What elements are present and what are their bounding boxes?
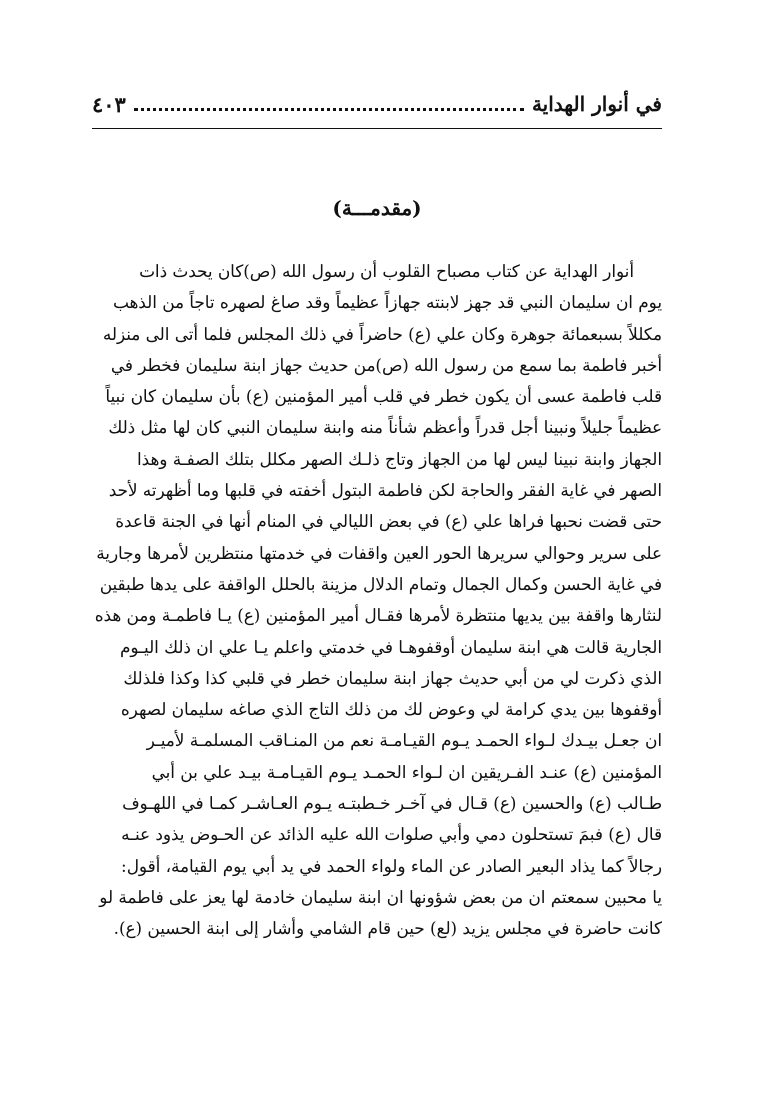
text-line: لنثارها واقفة بين يديها منتظرة لأمرها فقـال أمير المؤمنين (ع) يـا فاطمـة ومن هذه: [94, 605, 662, 626]
text-line: حتى قضت نحبها فراها علي (ع) في بعض الليالي في المنام أنها في الجنة قاعدة: [115, 511, 662, 532]
running-header: [92, 86, 662, 122]
text-line: أنوار الهداية عن كتاب مصباح القلوب أن رسول الله (ص)كان يحدث ذات: [139, 261, 634, 281]
text-line: الجهاز وابنة نبينا ليس لها من الجهاز وتاج ذلـك الصهر مكلل بتلك الصفـة وهذا: [136, 448, 662, 469]
text-line: يوم ان سليمان النبي قد جهز لابنته جهازاً عظيماً وقد صاغ لصهره تاجاً من الذهب: [112, 292, 662, 313]
text-line: رجالاً كما يذاد البعير الصادر عن الماء ولواء الحمد في يد أبي يوم القيامة، أقول:: [121, 855, 662, 876]
dot-leader: [134, 108, 524, 111]
header-rule: [92, 128, 662, 129]
text-line: أخبر فاطمة بما سمع من رسول الله (ص)من حديث جهاز ابنة سليمان فخطر في: [110, 354, 662, 375]
text-line: ان جعـل بيـدك لـواء الحمـد يـوم القيـامـة نعم من المنـاقب المسلمـة لأميـر: [146, 730, 662, 751]
text-line: طـالب (ع) والحسين (ع) قـال في آخـر خـطبتـه يـوم العـاشـر كمـا في اللهـوف: [122, 793, 662, 814]
text-line: على سرير وحوالي سريرها الحور العين واقفات في خدمتها منتظرين لأمرها وجارية: [96, 542, 662, 563]
text-line: قال (ع) فبمَ تستحلون دمي وأبي صلوات الله عليه الذائد عن الحـوض يذود عنـه: [121, 824, 662, 845]
body-text: [92, 256, 662, 945]
text-line: الجارية قالت هي ابنة سليمان أوقفوهـا في خدمتي واعلم يـا علي ان ذلك اليـوم: [120, 636, 662, 657]
page-number: ٤٠٣: [92, 91, 126, 117]
text-line: المؤمنين (ع) عنـد الفـريقين ان لـواء الحمـد يـوم القيـامـة بيـد علي بن أبي: [151, 761, 662, 782]
text-line: في غاية الحسن وكمال الجمال وتمام الدلال مزينة بالحلل الواقفة على يدها طبقين: [99, 573, 662, 594]
text-line: الصهر في غاية الفقر والحاجة لكن فاطمة البتول أخفته في قلبها وما أظهرته لأحد: [108, 480, 662, 501]
text-line: أوقفوها بين يدي كرامة لي وعوض لك من ذلك التاج الذي صاغه سليمان لصهره: [120, 699, 662, 720]
text-line: عظيماً جليلاً ونبينا أجل قدراً وأعظم شأناً منه وابنة سليمان النبي كان لها مثل ذلك: [108, 417, 662, 438]
book-title: في أنوار الهداية: [531, 92, 662, 116]
text-line: مكللاً بسبعمائة جوهرة وكان علي (ع) حاضراً في ذلك المجلس فلما أتى الى منزله: [102, 323, 662, 344]
text-line: يا محبين سمعتم ان من بعض شؤونها ان ابنة سليمان خادمة لها يعز على فاطمة لو: [99, 886, 662, 907]
text-line: قلب فاطمة عسى أن يكون خطر في قلب أمير المؤمنين (ع) بأن سليمان كان نبياً: [105, 386, 662, 407]
text-line: الذي ذكرت لي من أبي حديث جهاز ابنة سليمان خطر في قلبي كذا وكذا فلذلك: [123, 667, 662, 688]
section-title: (مقدمـــة): [332, 196, 422, 220]
text-line: كانت حاضرة في مجلس يزيد (لع) حين قام الشامي وأشار إلى ابنة الحسين (ع).: [113, 918, 662, 939]
